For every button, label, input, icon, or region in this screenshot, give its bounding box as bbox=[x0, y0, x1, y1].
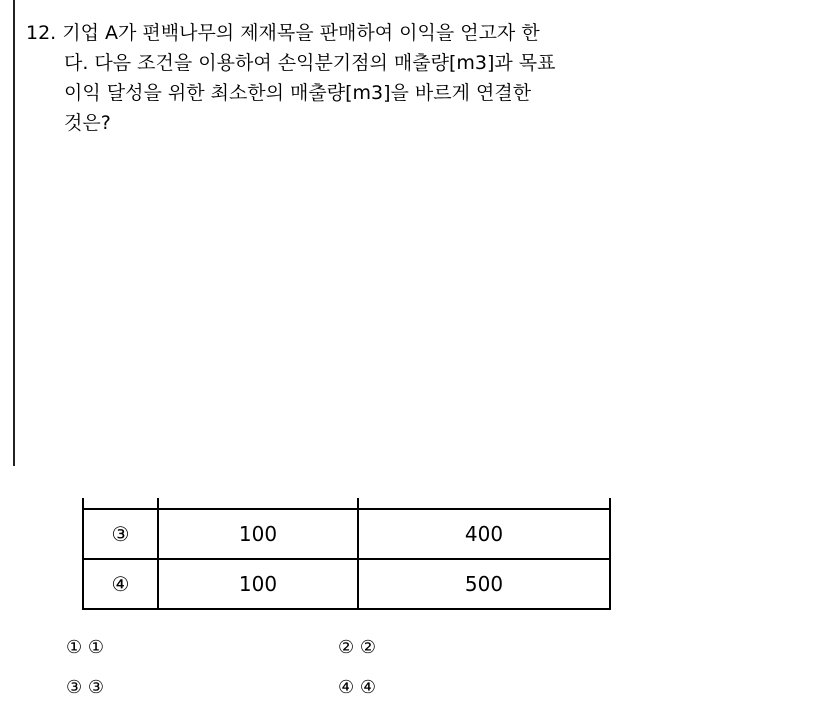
answer-table bbox=[82, 498, 611, 610]
row-label: ④ bbox=[83, 559, 158, 609]
question-line: 이익 달성을 위한 최소한의 매출량[m3]을 바르게 연결한 bbox=[64, 82, 532, 104]
cell-breakeven: 100 bbox=[158, 509, 358, 559]
cell-breakeven: 100 bbox=[158, 559, 358, 609]
question-line: 다. 다음 조건을 이용하여 손익분기점의 매출량[m3]과 목표 bbox=[64, 52, 556, 74]
cell-target: 400 bbox=[358, 509, 610, 559]
row-label: ③ bbox=[83, 509, 158, 559]
question-line: 12. 기업 A가 편백나무의 제재목을 판매하여 이익을 얻고자 한 bbox=[26, 22, 540, 44]
table-row bbox=[83, 509, 610, 559]
table-row bbox=[83, 559, 610, 609]
option-2[interactable]: ② ② bbox=[338, 637, 376, 658]
margin-line bbox=[13, 0, 15, 466]
question-line: 것은? bbox=[64, 112, 111, 134]
option-3[interactable]: ③ ③ bbox=[66, 677, 104, 698]
option-1[interactable]: ① ① bbox=[66, 637, 104, 658]
option-4[interactable]: ④ ④ bbox=[338, 677, 376, 698]
cell-target: 500 bbox=[358, 559, 610, 609]
question-text bbox=[26, 18, 806, 138]
